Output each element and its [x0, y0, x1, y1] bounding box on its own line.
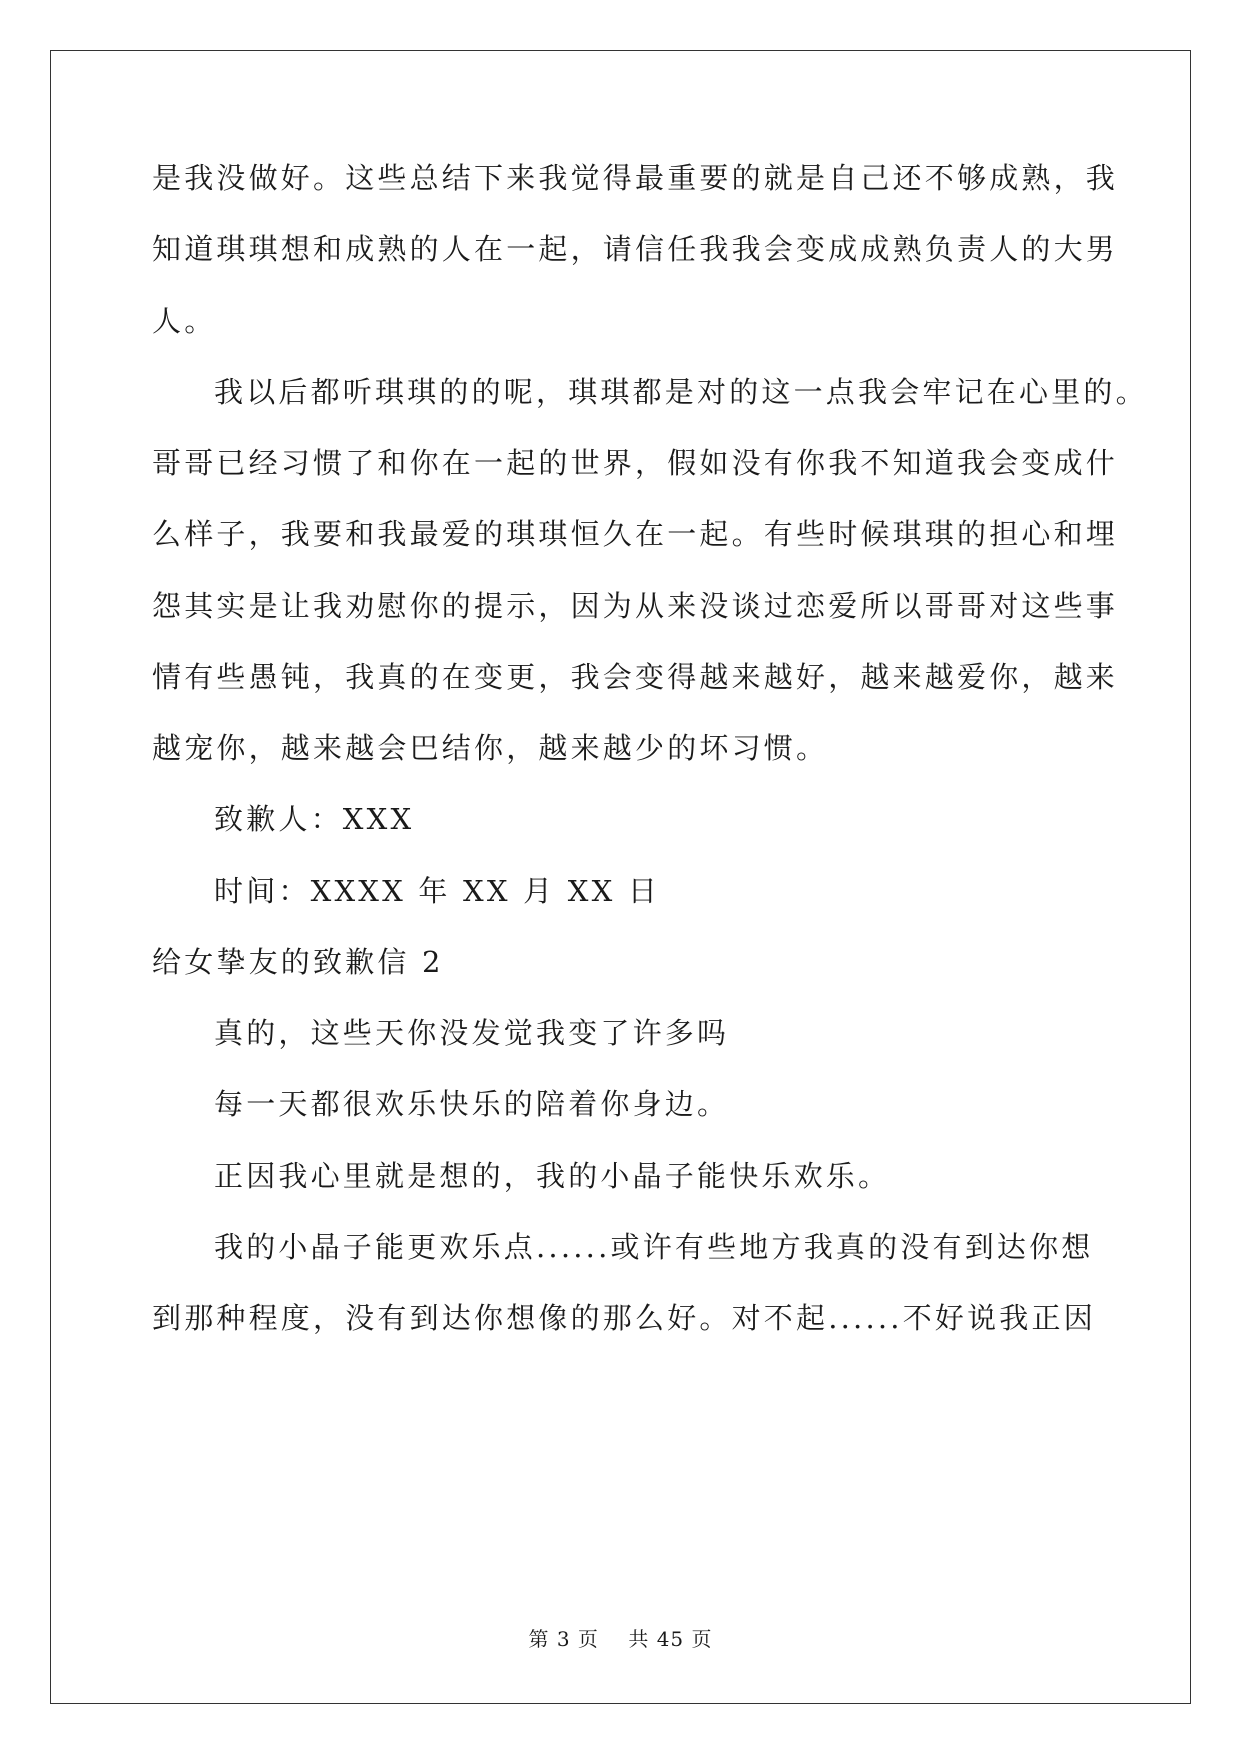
body-line-7: 怨其实是让我劝慰你的提示，因为从来没谈过恋爱所以哥哥对这些事	[152, 589, 1119, 623]
body-line-5: 哥哥已经习惯了和你在一起的世界，假如没有你我不知道我会变成什	[152, 446, 1119, 480]
page-number-footer: 第 3 页 共 45 页	[528, 1627, 713, 1651]
date-line: 时间：XXXX 年 XX 月 XX 日	[214, 874, 661, 908]
signature-line: 致歉人：XXX	[214, 802, 415, 836]
paragraph-line-13: 真的，这些天你没发觉我变了许多吗	[214, 1016, 730, 1050]
body-line-3: 人。	[152, 304, 217, 338]
body-line-17: 到那种程度，没有到达你想像的那么好。对不起......不好说我正因	[152, 1301, 1096, 1335]
body-line-8: 情有些愚钝，我真的在变更，我会变得越来越好，越来越爱你，越来	[152, 660, 1119, 694]
paragraph-line-15: 正因我心里就是想的，我的小晶子能快乐欢乐。	[214, 1159, 891, 1193]
paragraph-line-14: 每一天都很欢乐快乐的陪着你身边。	[214, 1087, 730, 1121]
section-heading: 给女挚友的致歉信 2	[152, 945, 444, 979]
body-line-9: 越宠你，越来越会巴结你，越来越少的坏习惯。	[152, 731, 829, 765]
body-line-6: 么样子，我要和我最爱的琪琪恒久在一起。有些时候琪琪的担心和埋	[152, 517, 1119, 551]
paragraph-line-4: 我以后都听琪琪的的呢，琪琪都是对的这一点我会牢记在心里的。	[214, 375, 1148, 409]
body-line-1: 是我没做好。这些总结下来我觉得最重要的就是自己还不够成熟，我	[152, 161, 1119, 195]
paragraph-line-16: 我的小晶子能更欢乐点......或许有些地方我真的没有到达你想	[214, 1230, 1094, 1264]
body-line-2: 知道琪琪想和成熟的人在一起，请信任我我会变成成熟负责人的大男	[152, 232, 1119, 266]
